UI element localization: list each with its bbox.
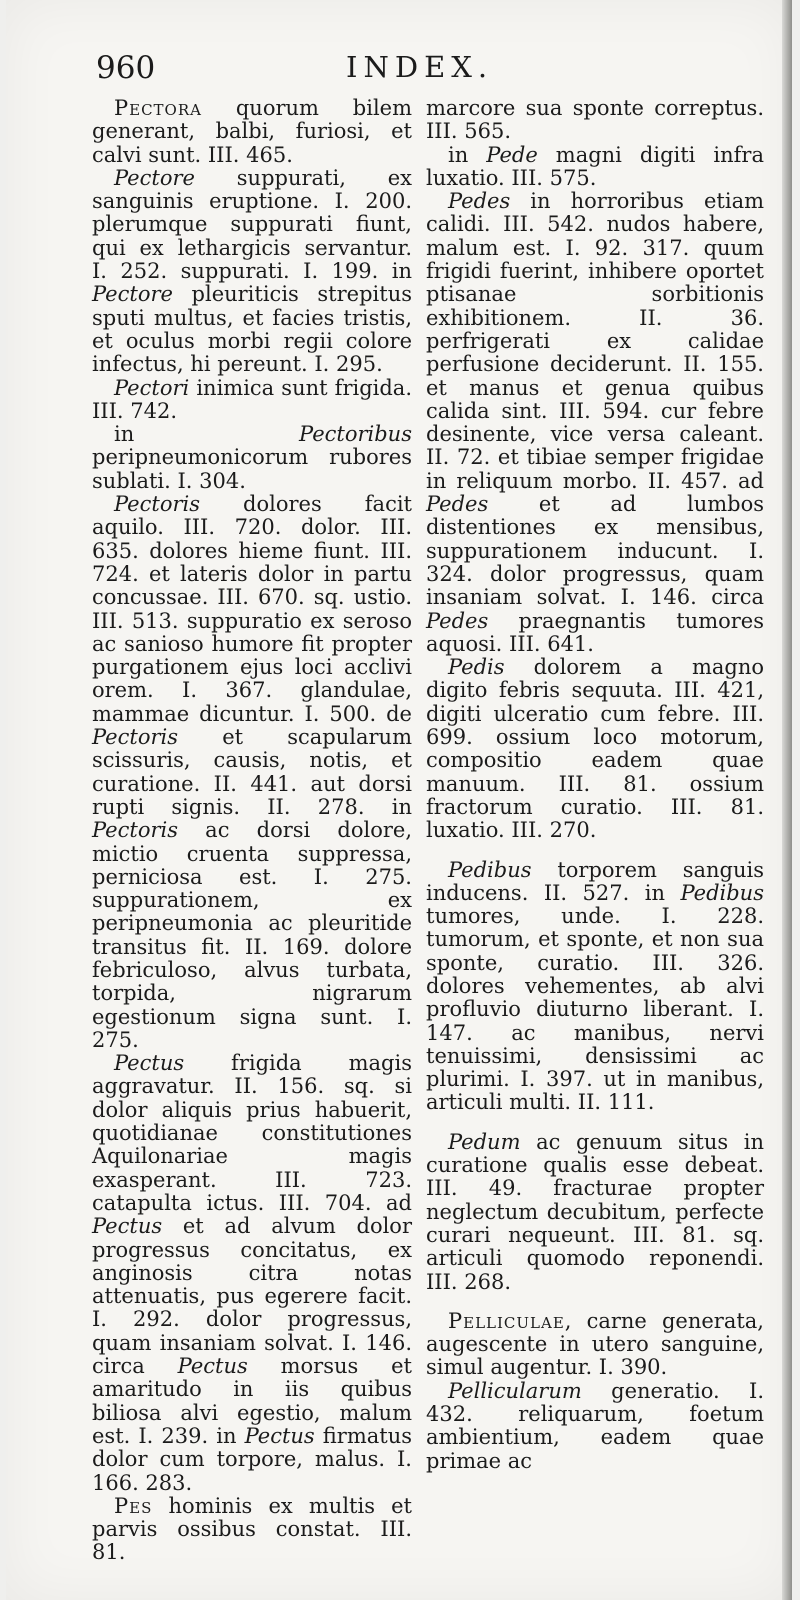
- entry-text: , carne generata, augescente in utero sanguine, simul augentur. I. 390.: [426, 1308, 764, 1380]
- headword: Pedes: [426, 492, 489, 517]
- index-entry-pes: [92, 1495, 412, 1565]
- headword: Pedes: [426, 608, 489, 633]
- right-column: [426, 97, 764, 1473]
- headword: Pectoris: [92, 725, 178, 750]
- index-entry-pellicularum: [426, 1380, 764, 1473]
- entry-text: pleuriticis strepitus sputi multus, et facies tristis, et oculus morbi regii colore infectus, hi pereunt. I. 295.: [92, 282, 412, 377]
- entry-text: praegnantis tumores aquosi. III. 641.: [426, 608, 764, 656]
- index-entry-pedum: [426, 1131, 764, 1294]
- headword: Pedibus: [680, 880, 764, 905]
- headword: Pectus: [92, 1214, 163, 1239]
- headword: Pedibus: [448, 857, 532, 882]
- index-entry-pedis: [426, 656, 764, 842]
- entry-text: generatio. I. 432. reliquarum, foetum ambientium, eadem quae primae ac: [426, 1378, 764, 1473]
- index-entry-pectora: [92, 97, 412, 167]
- running-head: INDEX.: [346, 50, 494, 84]
- headword: Pectus: [244, 1423, 315, 1448]
- entry-text: quorum bilem generant, balbi, furiosi, et calvi sunt. III. 465.: [92, 96, 412, 167]
- entry-text: marcore sua sponte correptus. III. 565.: [426, 96, 764, 144]
- headword: Pedis: [448, 655, 505, 680]
- entry-text: firmatus dolor cum torpore, malus. I. 166. 283.: [92, 1423, 412, 1495]
- index-entry-pectus: [92, 1052, 412, 1495]
- entry-text: magni digiti infra luxatio. III. 575.: [426, 142, 764, 190]
- headword: Pectore: [114, 165, 195, 190]
- entry-text: dolores facit aquilo. III. 720. dolor. III. 635. dolores hieme fiunt. III. 724. et lateris dolor in partu concussae. III. 670. sq. ustio. III. 513. suppuratio ex seroso ac sanioso humore fit propter purgationem ejus loci acclivi orem. I. 367. glandulae, mammae dicuntur. I. 500. de: [92, 492, 412, 726]
- entry-text: et scapularum scissuris, causis, notis, et curatione. II. 441. aut dorsi rupti signis. II. 278. in: [92, 725, 412, 819]
- index-entry-pedes: [426, 190, 764, 656]
- headword: Pectori: [114, 375, 190, 400]
- entry-text: hominis ex multis et parvis ossibus constat. III. 81.: [92, 1493, 412, 1565]
- entry-text: ac dorsi dolore, mictio cruenta suppressa, perniciosa est. I. 275. suppurationem, ex peripneumonia ac pleuritide transitus fit. II. 169. dolore febriculoso, alvus turbata, torpida, nigrarum egestionum signa sunt. I. 275.: [92, 818, 412, 1052]
- headword: Pelliculae: [448, 1308, 565, 1333]
- index-entry-continuation: [426, 97, 764, 144]
- index-entry-pectoris: [92, 493, 412, 1052]
- index-entry-pedibus: [426, 859, 764, 1115]
- headword: Pectore: [92, 282, 173, 307]
- page-number: 960: [96, 50, 156, 86]
- left-column: [92, 97, 412, 1565]
- headword: Pes: [114, 1493, 153, 1518]
- headword: Pectus: [177, 1354, 248, 1379]
- entry-text: et ad lumbos distentiones ex mensibus, suppurationem inducunt. I. 324. dolor progressus, quam insaniam solvat. I. 146. circa: [426, 492, 764, 610]
- entry-text: tumores, unde. I. 228. tumorum, et sponte, et non sua sponte, curatio. III. 326. dolores vehementes, ab alvi profluvio diuturno liberant. I. 147. ac manibus, nervi tenuissimi, densissimi ac plurimi. I. 397. ut in manibus, articuli multi. II. 111.: [426, 904, 764, 1115]
- entry-text: morsus et amaritudo in iis quibus biliosa alvi egestio, malum est. I. 239. in: [92, 1354, 412, 1448]
- index-entry-pectoribus: [92, 423, 412, 493]
- headword: Pectoribus: [299, 422, 412, 447]
- entry-text: peripneumonicorum rubores sublati. I. 304.: [92, 445, 412, 493]
- index-entry-pede: [426, 144, 764, 191]
- entry-text: inimica sunt frigida. III. 742.: [92, 375, 412, 423]
- headword: Pectus: [114, 1051, 185, 1076]
- page-header: [6, 40, 792, 100]
- book-page: [6, 0, 792, 1600]
- headword: Pectoris: [114, 492, 200, 517]
- index-entry-pelliculae: [426, 1310, 764, 1380]
- headword: Pectoris: [92, 818, 178, 843]
- entry-text: et ad alvum dolor progressus concitatus, ex anginosis citra notas attenuatis, pus egerere facit. I. 292. dolor progressus, quam insaniam solvat. I. 146. circa: [92, 1214, 412, 1379]
- entry-prefix: in: [448, 142, 487, 167]
- book-spine-edge: [782, 0, 792, 1600]
- index-entry-pectore: [92, 167, 412, 377]
- entry-prefix: in: [114, 422, 300, 447]
- headword: Pellicularum: [448, 1378, 582, 1403]
- entry-text: torporem sanguis inducens. II. 527. in: [426, 857, 764, 905]
- entry-text: suppurati, ex sanguinis eruptione. I. 200. plerumque suppurati fiunt, qui ex lethargicis servantur. I. 252. suppurati. I. 199. in: [92, 165, 412, 284]
- entry-text: dolorem a magno digito febris sequuta. III. 421, digiti ulceratio cum febre. III. 699. ossium loco motorum, compositio eadem quae manuum. III. 81. ossium fractorum curatio. III. 81. luxatio. III. 270.: [426, 655, 764, 843]
- headword: Pede: [486, 142, 538, 167]
- index-entry-pectori: [92, 377, 412, 424]
- entry-text: ac genuum situs in curatione qualis esse debeat. III. 49. fracturae propter neglectum decubitum, perfecte curari nequeunt. III. 81. sq. articuli quomodo reponendi. III. 268.: [426, 1129, 764, 1294]
- headword: Pedum: [448, 1129, 521, 1154]
- entry-text: in horroribus etiam calidi. III. 542. nudos habere, malum est. I. 92. 317. quum frigidi fuerint, inhibere oportet ptisanae sorbitionis exhibitionem. II. 36. perfrigerati ex calidae perfusione deciderunt. II. 155. et manus et genua quibus calida sint. III. 594. cur febre desinente, vice versa caleant. II. 72. et tibiae semper frigidae in reliquum morbo. II. 457. ad: [426, 189, 764, 493]
- headword: Pectora: [114, 96, 202, 120]
- headword: Pedes: [448, 189, 511, 214]
- entry-text: frigida magis aggravatur. II. 156. sq. si dolor aliquis prius habuerit, quotidianae constitutiones Aquilonariae magis exasperant. III. 723. catapulta ictus. III. 704. ad: [92, 1051, 412, 1215]
